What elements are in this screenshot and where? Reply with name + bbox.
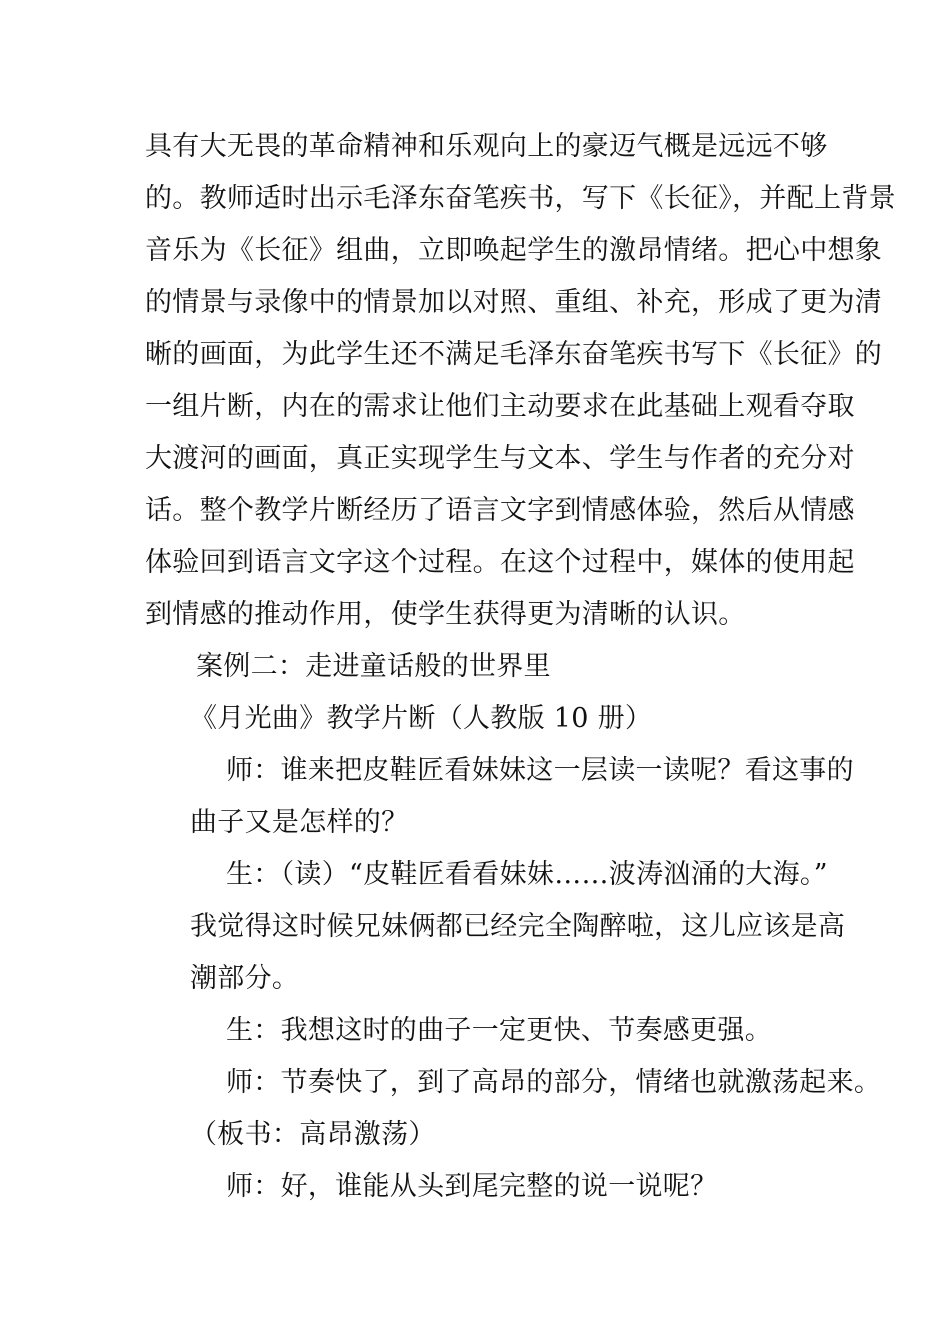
dialogue-line-teacher: 师：谁来把皮鞋匠看妹妹这一层读一读呢？看这事的	[226, 755, 854, 786]
text-line: 大渡河的画面，真正实现学生与文本、学生与作者的充分对	[145, 443, 855, 474]
text-line: 到情感的推动作用，使学生获得更为清晰的认识。	[145, 599, 746, 630]
dialogue-line-student: 生：（读）“皮鞋匠看看妹妹……波涛汹涌的大海。”	[226, 859, 828, 890]
dialogue-line-student: 生：我想这时的曲子一定更快、节奏感更强。	[226, 1015, 772, 1046]
text-line: 的情景与录像中的情景加以对照、重组、补充，形成了更为清	[145, 287, 883, 318]
dialogue-line-continuation: 曲子又是怎样的？	[190, 807, 409, 838]
dialogue-line-teacher: 师：节奏快了，到了高昂的部分，情绪也就激荡起来。	[226, 1067, 882, 1098]
text-line: 话。整个教学片断经历了语言文字到情感体验，然后从情感	[145, 495, 855, 526]
dialogue-line-teacher: 师：好，谁能从头到尾完整的说一说呢？	[226, 1171, 718, 1202]
dialogue-line-continuation: 潮部分。	[190, 963, 300, 994]
lesson-title: 《月光曲》教学片断（人教版 10 册）	[190, 703, 653, 734]
dialogue-line-continuation: 我觉得这时候兄妹俩都已经完全陶醉啦，这儿应该是高	[190, 911, 846, 942]
blackboard-note: （板书：高昂激荡）	[190, 1119, 436, 1150]
text-line: 音乐为《长征》组曲，立即唤起学生的激昂情绪。把心中想象	[145, 235, 883, 266]
case-heading: 案例二：走进童话般的世界里	[196, 651, 551, 682]
text-line: 一组片断，内在的需求让他们主动要求在此基础上观看夺取	[145, 391, 855, 422]
text-line: 的。教师适时出示毛泽东奋笔疾书，写下《长征》，并配上背景	[145, 183, 896, 214]
text-line: 体验回到语言文字这个过程。在这个过程中，媒体的使用起	[145, 547, 855, 578]
text-line: 具有大无畏的革命精神和乐观向上的豪迈气概是远远不够	[145, 131, 828, 162]
text-line: 晰的画面，为此学生还不满足毛泽东奋笔疾书写下《长征》的	[145, 339, 883, 370]
